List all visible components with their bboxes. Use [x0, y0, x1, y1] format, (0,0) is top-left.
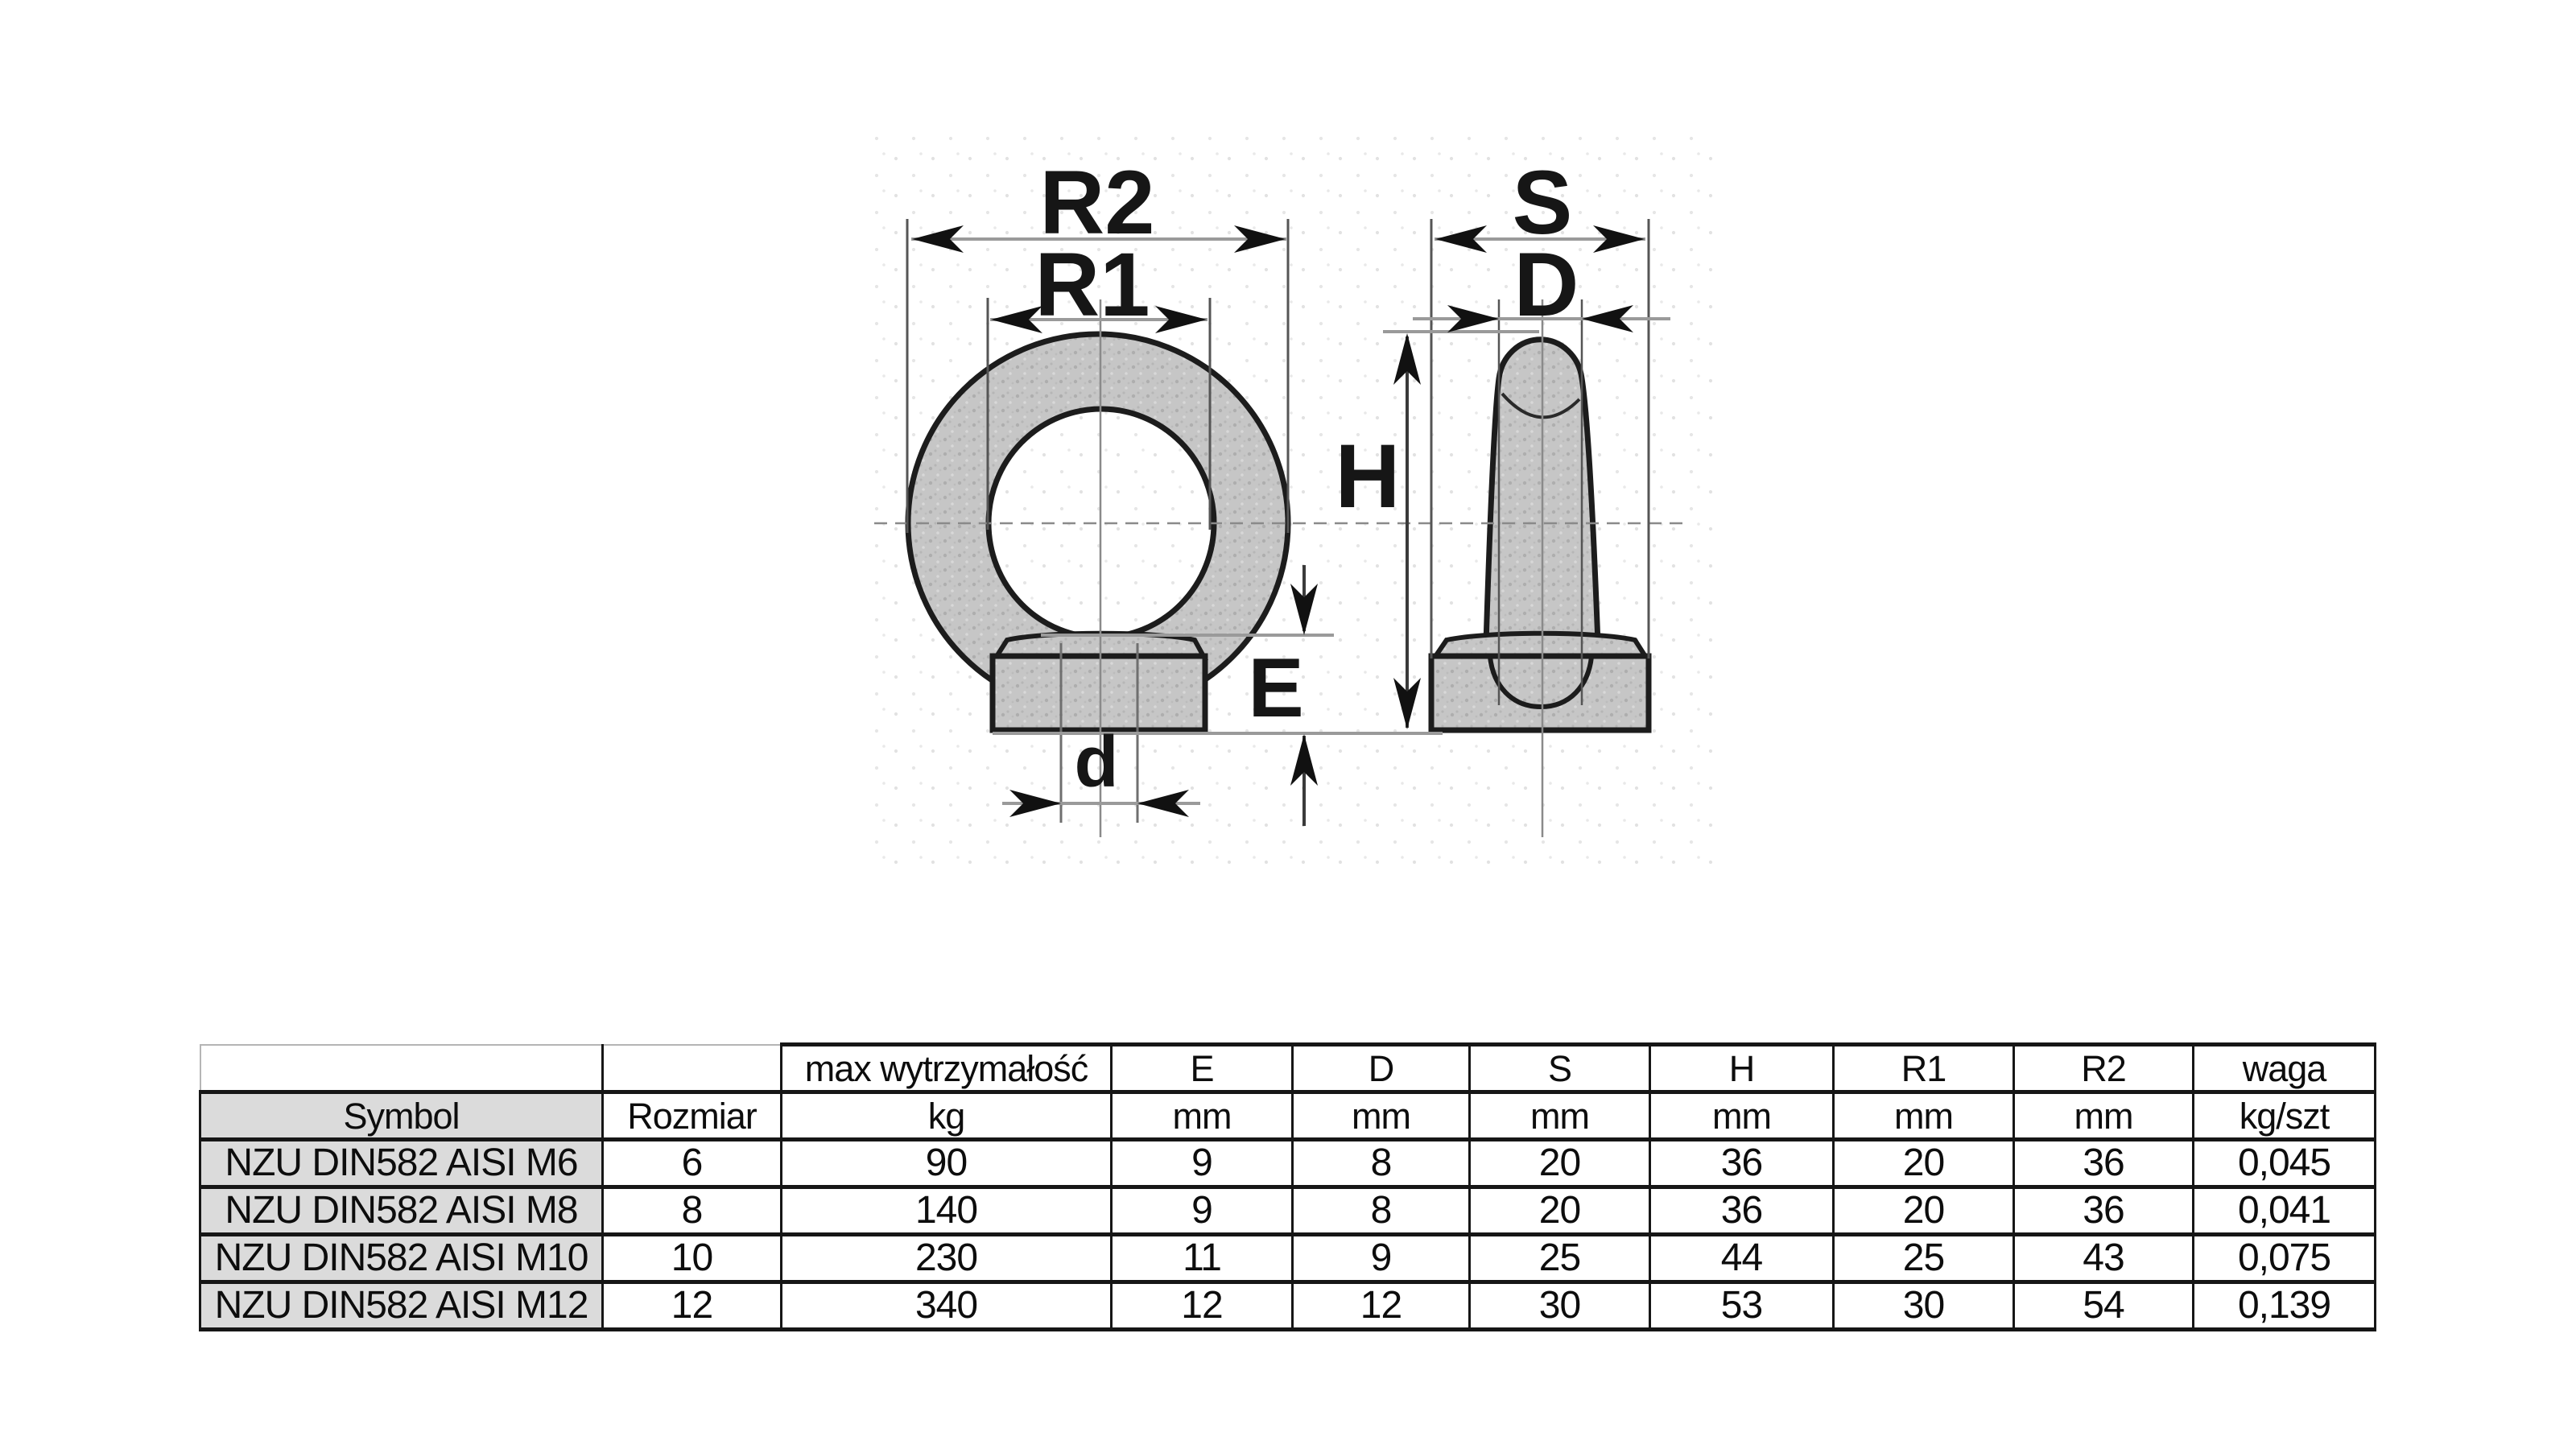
label-H: H	[1335, 426, 1401, 526]
cell-H: 53	[1650, 1282, 1834, 1330]
label-d: d	[1074, 722, 1119, 803]
cell-waga: 0,075	[2194, 1235, 2376, 1282]
cell-symbol: NZU DIN582 AISI M12	[200, 1282, 603, 1330]
unit-kg-szt: kg/szt	[2194, 1092, 2376, 1140]
label-D: D	[1513, 234, 1579, 335]
nut-base-side	[1431, 656, 1649, 730]
table-row-m12	[200, 1282, 2376, 1330]
cell-R2: 36	[2014, 1187, 2194, 1235]
cell-D: 8	[1293, 1140, 1470, 1187]
cell-symbol: NZU DIN582 AISI M6	[200, 1140, 603, 1187]
table-row-m10	[200, 1235, 2376, 1282]
spec-table	[199, 1042, 2376, 1331]
cell-symbol: NZU DIN582 AISI M10	[200, 1235, 603, 1282]
unit-mm-R1: mm	[1834, 1092, 2014, 1140]
cell-E: 11	[1112, 1235, 1293, 1282]
label-E: E	[1248, 642, 1304, 735]
column-header-R2: R2	[2014, 1045, 2194, 1092]
cell-R1: 20	[1834, 1187, 2014, 1235]
cell-H: 44	[1650, 1235, 1834, 1282]
unit-mm-S: mm	[1470, 1092, 1650, 1140]
column-header-symbol: Symbol	[200, 1092, 603, 1140]
drawing-svg	[869, 129, 1723, 877]
cell-symbol: NZU DIN582 AISI M8	[200, 1187, 603, 1235]
label-R1: R1	[1034, 234, 1150, 335]
cell-R1: 25	[1834, 1235, 2014, 1282]
cell-waga: 0,139	[2194, 1282, 2376, 1330]
cell-rozmiar: 12	[603, 1282, 782, 1330]
column-header-S: S	[1470, 1045, 1650, 1092]
table-row-m6	[200, 1140, 2376, 1187]
cell-E: 9	[1112, 1140, 1293, 1187]
label-S: S	[1512, 152, 1573, 253]
column-header-H: H	[1650, 1045, 1834, 1092]
table-row-m8	[200, 1187, 2376, 1235]
header-blank-rozmiar	[603, 1045, 782, 1092]
cell-R2: 36	[2014, 1140, 2194, 1187]
cell-D: 9	[1293, 1235, 1470, 1282]
nut-base-front	[993, 656, 1205, 730]
cell-rozmiar: 6	[603, 1140, 782, 1187]
column-header-E: E	[1112, 1045, 1293, 1092]
column-header-D: D	[1293, 1045, 1470, 1092]
cell-waga: 0,045	[2194, 1140, 2376, 1187]
unit-mm-H: mm	[1650, 1092, 1834, 1140]
header-row-2-units	[200, 1092, 2376, 1140]
eye-nut-technical-drawing	[869, 129, 1723, 877]
cell-rozmiar: 8	[603, 1187, 782, 1235]
column-header-R1: R1	[1834, 1045, 2014, 1092]
cell-E: 9	[1112, 1187, 1293, 1235]
cell-R2: 54	[2014, 1282, 2194, 1330]
cell-R1: 30	[1834, 1282, 2014, 1330]
label-R2: R2	[1039, 152, 1155, 253]
cell-D: 8	[1293, 1187, 1470, 1235]
cell-H: 36	[1650, 1187, 1834, 1235]
cell-max: 140	[782, 1187, 1112, 1235]
cell-rozmiar: 10	[603, 1235, 782, 1282]
cell-waga: 0,041	[2194, 1187, 2376, 1235]
cell-S: 20	[1470, 1140, 1650, 1187]
header-row-1	[200, 1045, 2376, 1092]
cell-H: 36	[1650, 1140, 1834, 1187]
unit-mm-R2: mm	[2014, 1092, 2194, 1140]
cell-S: 20	[1470, 1187, 1650, 1235]
cell-max: 230	[782, 1235, 1112, 1282]
column-header-rozmiar: Rozmiar	[603, 1092, 782, 1140]
cell-E: 12	[1112, 1282, 1293, 1330]
unit-mm-D: mm	[1293, 1092, 1470, 1140]
cell-max: 340	[782, 1282, 1112, 1330]
column-header-waga: waga	[2194, 1045, 2376, 1092]
header-blank-symbol	[200, 1045, 603, 1092]
cell-D: 12	[1293, 1282, 1470, 1330]
column-header-max-wytrzymalosc: max wytrzymałość	[782, 1045, 1112, 1092]
cell-S: 30	[1470, 1282, 1650, 1330]
cell-max: 90	[782, 1140, 1112, 1187]
cell-R2: 43	[2014, 1235, 2194, 1282]
cell-R1: 20	[1834, 1140, 2014, 1187]
unit-mm-E: mm	[1112, 1092, 1293, 1140]
unit-kg: kg	[782, 1092, 1112, 1140]
cell-S: 25	[1470, 1235, 1650, 1282]
